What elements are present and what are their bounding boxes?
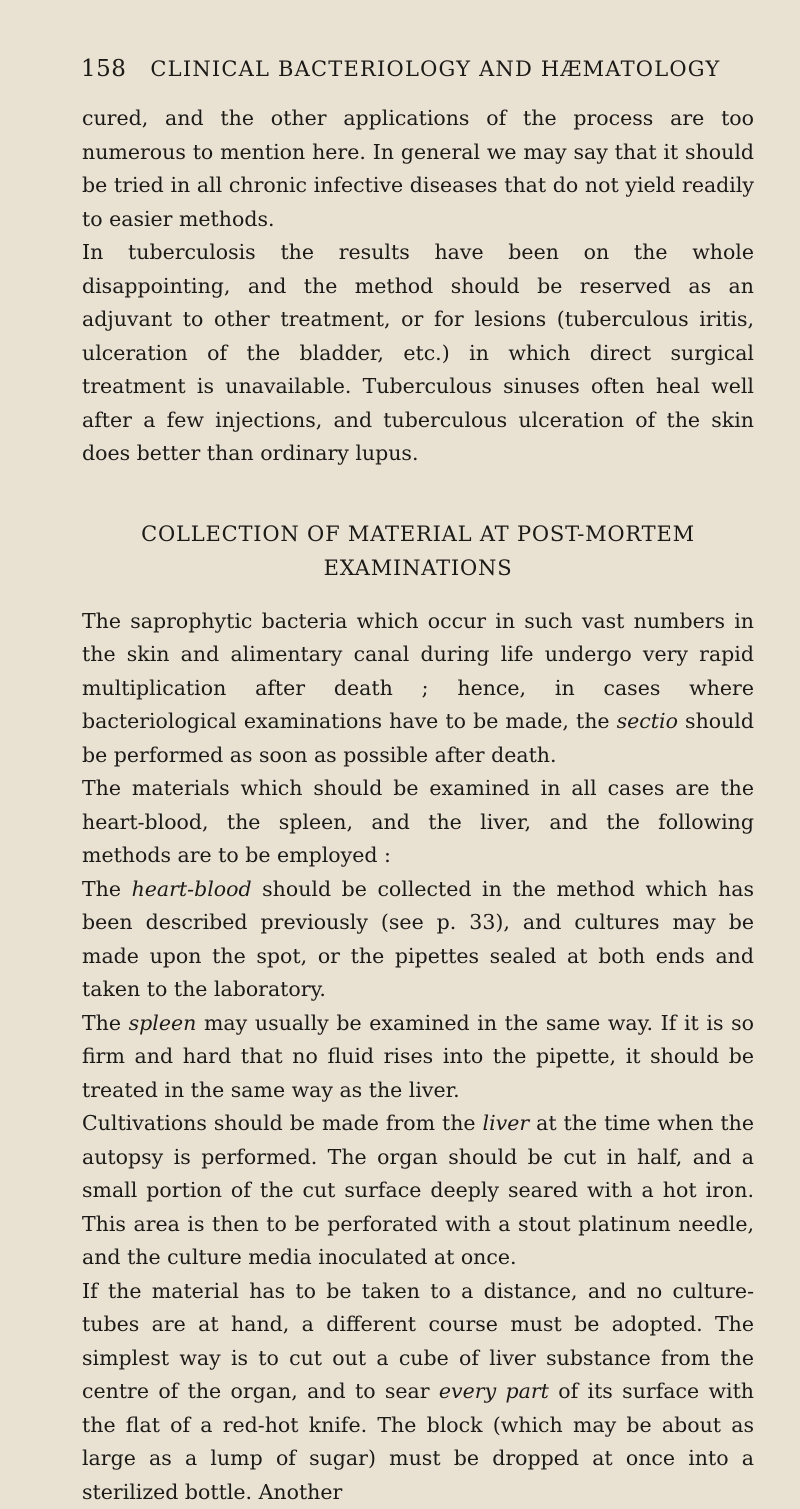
section-heading: COLLECTION OF MATERIAL AT POST-MORTEM EXAMINATIONS xyxy=(82,517,754,585)
italic-term: heart-blood xyxy=(132,877,252,901)
italic-term: liver xyxy=(483,1111,530,1135)
page-number: 158 xyxy=(81,56,126,82)
text-run: The saprophytic bacteria which occur in such vast numbers in the skin and alimentary canal during life undergo very rapid multiplication after death ; hence, in cases where bacteriological examinations have to be made, the xyxy=(82,609,754,734)
running-header xyxy=(81,56,740,82)
paragraph-liver xyxy=(82,1107,754,1275)
text-run: should be performed as soon as possible after death. xyxy=(82,709,754,767)
text-run: of its surface with the flat of a red-hot knife. The block (which may be about as large as a lump of sugar) must be dropped at once into a sterilized bottle. Another xyxy=(82,1379,754,1504)
text-run: The xyxy=(82,1011,129,1035)
running-title: CLINICAL BACTERIOLOGY AND HÆMATOLOGY xyxy=(150,57,720,81)
paragraph-heart-blood xyxy=(82,873,754,1007)
paragraph-materials: The materials which should be examined in all cases are the heart-blood, the spleen, and the liver, and the following methods are to be employed : xyxy=(82,772,754,873)
paragraph-tuberculosis: In tuberculosis the results have been on the whole disappointing, and the method should be reserved as an adjuvant to other treatment, or for lesions (tuberculous iritis, ulceration of the bladder, etc.) in which direct surgical treatment is unavailable. Tuberculous sinuses often heal well after a few injections, and tuberculous ulceration of the skin does better than ordinary lupus. xyxy=(82,236,754,471)
page-body xyxy=(82,102,754,1509)
paragraph-spleen xyxy=(82,1007,754,1108)
paragraph-saprophytic xyxy=(82,605,754,773)
text-run: at the time when the autopsy is performed. The organ should be cut in half, and a small portion of the cut surface deeply seared with a hot iron. This area is then to be perforated with a stout platinum needle, and the culture media inoculated at once. xyxy=(82,1111,754,1269)
italic-term: every part xyxy=(439,1379,549,1403)
text-run: may usually be examined in the same way. If it is so firm and hard that no fluid rises into the pipette, it should be treated in the same way as the liver. xyxy=(82,1011,754,1102)
text-run: should be collected in the method which has been described previously (see p. 33), and cultures may be made upon the spot, or the pipettes sealed at both ends and taken to the laboratory. xyxy=(82,877,754,1002)
paragraph-distance xyxy=(82,1275,754,1509)
paragraph-continued: cured, and the other applications of the process are too numerous to mention here. In general we may say that it should be tried in all chronic infective diseases that do not yield readily to easier methods. xyxy=(82,102,754,236)
text-run: The xyxy=(82,877,132,901)
italic-term: spleen xyxy=(129,1011,197,1035)
text-run: Cultivations should be made from the xyxy=(82,1111,483,1135)
italic-term: sectio xyxy=(617,709,678,733)
text-run: If the material has to be taken to a distance, and no culture-tubes are at hand, a different course must be adopted. The simplest way is to cut out a cube of liver substance from the centre of the organ, and to sear xyxy=(82,1279,754,1404)
